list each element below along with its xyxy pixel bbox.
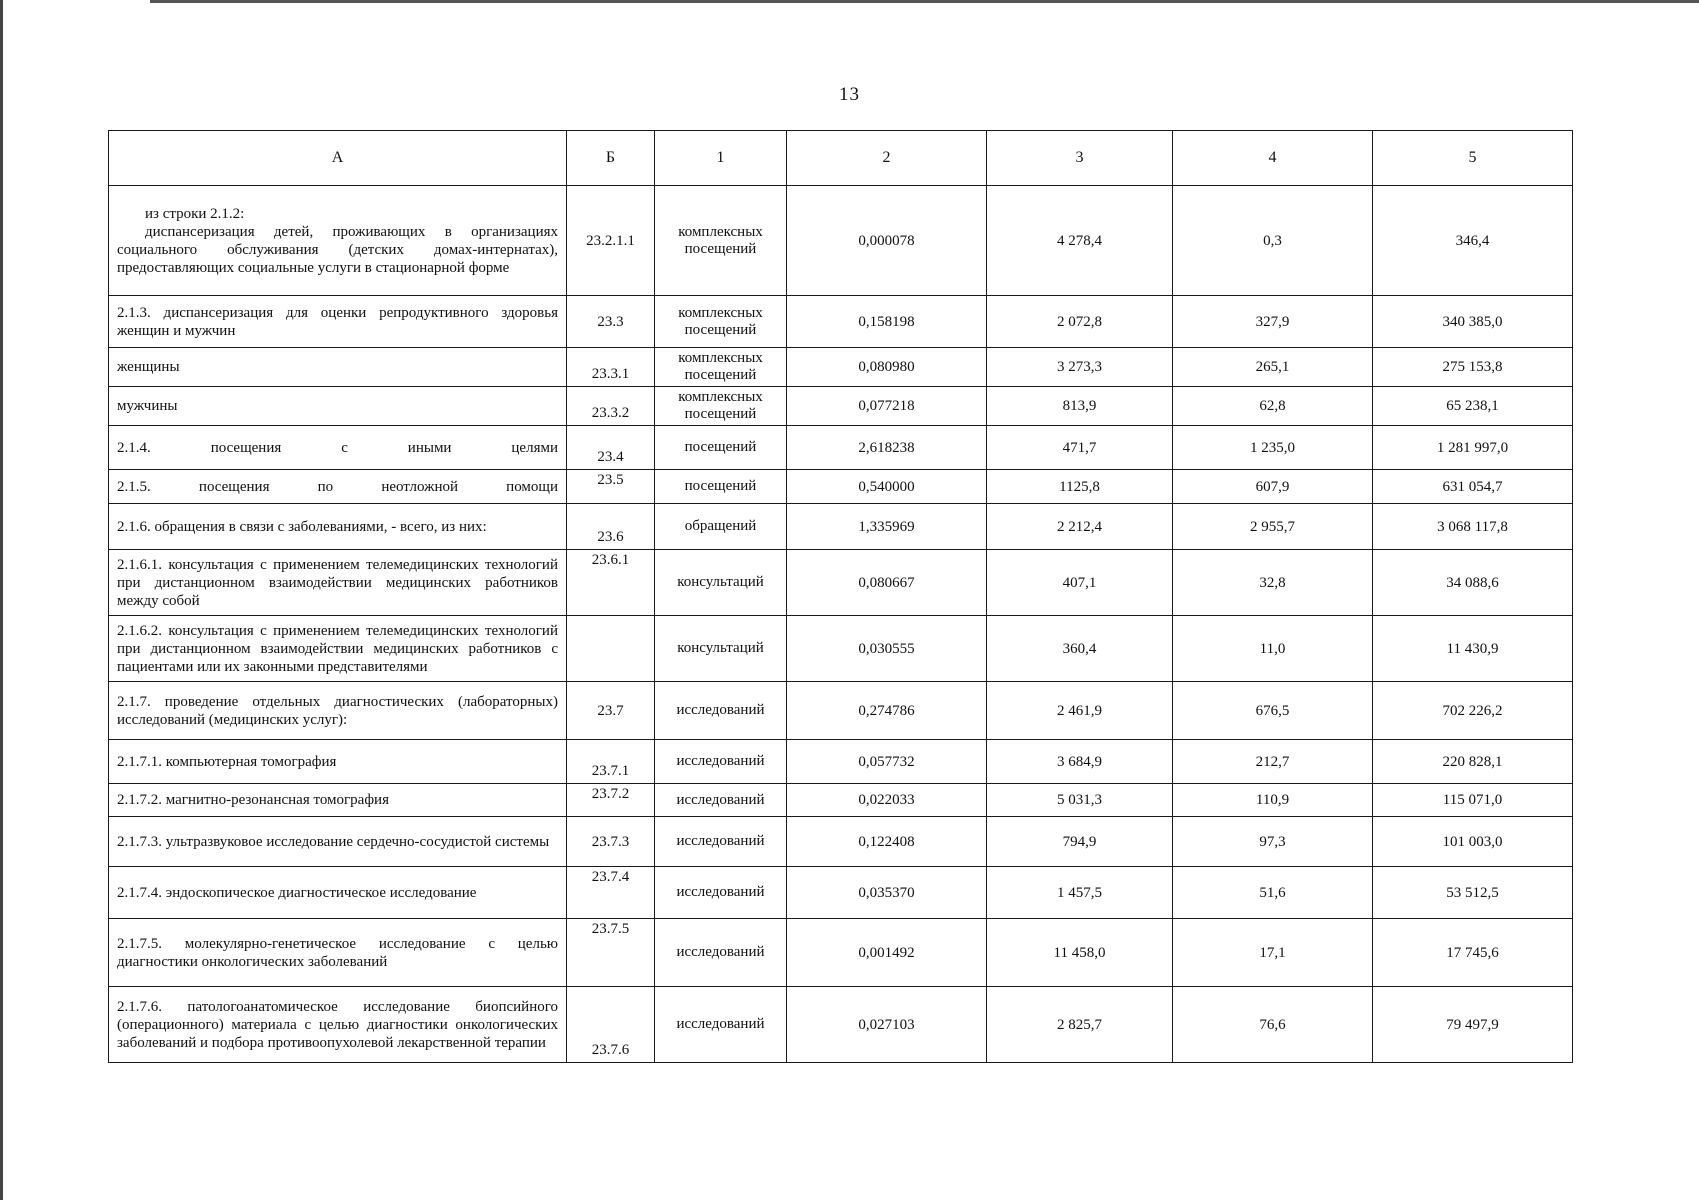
row-value-2: 0,030555 bbox=[787, 616, 987, 682]
row-name: 2.1.4. посещения с иными целями bbox=[109, 426, 567, 470]
row-value-3: 3 684,9 bbox=[987, 740, 1173, 784]
row-value-5: 53 512,5 bbox=[1373, 867, 1573, 919]
row-value-5: 346,4 bbox=[1373, 186, 1573, 296]
table-row bbox=[109, 550, 1573, 616]
row-value-2: 0,080980 bbox=[787, 348, 987, 387]
table-row bbox=[109, 616, 1573, 682]
row-code: 23.4 bbox=[567, 426, 655, 470]
row-value-2: 0,001492 bbox=[787, 919, 987, 987]
column-header-a: А bbox=[109, 131, 567, 186]
row-value-5: 65 238,1 bbox=[1373, 387, 1573, 426]
row-value-2: 0,077218 bbox=[787, 387, 987, 426]
row-value-2: 0,027103 bbox=[787, 987, 987, 1063]
row-code: 23.6 bbox=[567, 504, 655, 550]
column-header-3: 3 bbox=[987, 131, 1173, 186]
row-value-4: 51,6 bbox=[1173, 867, 1373, 919]
row-unit: исследований bbox=[655, 817, 787, 867]
row-value-2: 0,122408 bbox=[787, 817, 987, 867]
row-value-5: 34 088,6 bbox=[1373, 550, 1573, 616]
column-header-4: 4 bbox=[1173, 131, 1373, 186]
row-value-5: 3 068 117,8 bbox=[1373, 504, 1573, 550]
row-code: 23.3.1 bbox=[567, 348, 655, 387]
row-value-3: 11 458,0 bbox=[987, 919, 1173, 987]
row-value-2: 0,080667 bbox=[787, 550, 987, 616]
row-code: 23.7.5 bbox=[567, 919, 655, 987]
row-code: 23.7.4 bbox=[567, 867, 655, 919]
row-value-2: 1,335969 bbox=[787, 504, 987, 550]
table-row bbox=[109, 426, 1573, 470]
row-value-5: 17 745,6 bbox=[1373, 919, 1573, 987]
table-row bbox=[109, 919, 1573, 987]
row-value-3: 407,1 bbox=[987, 550, 1173, 616]
row-name: 2.1.6. обращения в связи с заболеваниями, - всего, из них: bbox=[109, 504, 567, 550]
row-code bbox=[567, 616, 655, 682]
row-code: 23.5 bbox=[567, 470, 655, 504]
row-value-2: 0,540000 bbox=[787, 470, 987, 504]
table-row bbox=[109, 784, 1573, 817]
row-name: 2.1.3. диспансеризация для оценки репродуктивного здоровья женщин и мужчин bbox=[109, 296, 567, 348]
table-row bbox=[109, 186, 1573, 296]
table-row bbox=[109, 348, 1573, 387]
row-value-2: 0,000078 bbox=[787, 186, 987, 296]
row-value-3: 2 825,7 bbox=[987, 987, 1173, 1063]
row-value-5: 631 054,7 bbox=[1373, 470, 1573, 504]
row-value-5: 11 430,9 bbox=[1373, 616, 1573, 682]
column-header-5: 5 bbox=[1373, 131, 1573, 186]
row-value-5: 275 153,8 bbox=[1373, 348, 1573, 387]
row-unit: исследований bbox=[655, 740, 787, 784]
row-value-4: 2 955,7 bbox=[1173, 504, 1373, 550]
table-row bbox=[109, 817, 1573, 867]
row-value-5: 101 003,0 bbox=[1373, 817, 1573, 867]
row-name: 2.1.6.2. консультация с применением телемедицинских технологий при дистанционном взаимодействии медицинских работников с пациентами или их законными представителями bbox=[109, 616, 567, 682]
table-row bbox=[109, 470, 1573, 504]
column-header-2: 2 bbox=[787, 131, 987, 186]
row-value-5: 702 226,2 bbox=[1373, 682, 1573, 740]
row-name-line: из строки 2.1.2: bbox=[145, 205, 245, 222]
row-value-4: 110,9 bbox=[1173, 784, 1373, 817]
row-name: женщины bbox=[109, 348, 567, 387]
row-unit: исследований bbox=[655, 682, 787, 740]
row-name: 2.1.5. посещения по неотложной помощи bbox=[109, 470, 567, 504]
row-value-3: 813,9 bbox=[987, 387, 1173, 426]
table-row bbox=[109, 867, 1573, 919]
table-row bbox=[109, 682, 1573, 740]
row-name: 2.1.7.3. ультразвуковое исследование сердечно-сосудистой системы bbox=[109, 817, 567, 867]
row-value-4: 607,9 bbox=[1173, 470, 1373, 504]
row-value-3: 3 273,3 bbox=[987, 348, 1173, 387]
row-code: 23.7.3 bbox=[567, 817, 655, 867]
table-row bbox=[109, 504, 1573, 550]
row-code: 23.7.6 bbox=[567, 987, 655, 1063]
row-value-4: 76,6 bbox=[1173, 987, 1373, 1063]
row-value-3: 4 278,4 bbox=[987, 186, 1173, 296]
row-unit: исследований bbox=[655, 987, 787, 1063]
row-unit: комплексных посещений bbox=[655, 296, 787, 348]
row-value-3: 1 457,5 bbox=[987, 867, 1173, 919]
data-table bbox=[108, 130, 1573, 1063]
row-value-3: 360,4 bbox=[987, 616, 1173, 682]
row-value-5: 220 828,1 bbox=[1373, 740, 1573, 784]
row-unit: комплексных посещений bbox=[655, 186, 787, 296]
table-row bbox=[109, 387, 1573, 426]
row-code: 23.7 bbox=[567, 682, 655, 740]
row-value-5: 340 385,0 bbox=[1373, 296, 1573, 348]
row-value-3: 471,7 bbox=[987, 426, 1173, 470]
row-value-2: 0,057732 bbox=[787, 740, 987, 784]
row-value-4: 1 235,0 bbox=[1173, 426, 1373, 470]
row-value-4: 32,8 bbox=[1173, 550, 1373, 616]
row-value-3: 2 212,4 bbox=[987, 504, 1173, 550]
row-unit: исследований bbox=[655, 919, 787, 987]
row-code: 23.7.1 bbox=[567, 740, 655, 784]
row-unit: комплексных посещений bbox=[655, 348, 787, 387]
row-unit: исследований bbox=[655, 867, 787, 919]
row-unit: комплексных посещений bbox=[655, 387, 787, 426]
row-value-2: 0,035370 bbox=[787, 867, 987, 919]
row-value-3: 2 461,9 bbox=[987, 682, 1173, 740]
row-unit: консультаций bbox=[655, 550, 787, 616]
row-value-4: 62,8 bbox=[1173, 387, 1373, 426]
row-value-4: 11,0 bbox=[1173, 616, 1373, 682]
row-name: 2.1.7.1. компьютерная томография bbox=[109, 740, 567, 784]
row-code: 23.6.1 bbox=[567, 550, 655, 616]
row-value-5: 115 071,0 bbox=[1373, 784, 1573, 817]
table-row bbox=[109, 740, 1573, 784]
row-unit: посещений bbox=[655, 470, 787, 504]
row-value-4: 265,1 bbox=[1173, 348, 1373, 387]
row-code: 23.3 bbox=[567, 296, 655, 348]
row-value-2: 0,158198 bbox=[787, 296, 987, 348]
row-value-3: 2 072,8 bbox=[987, 296, 1173, 348]
row-value-4: 97,3 bbox=[1173, 817, 1373, 867]
row-name: 2.1.7.4. эндоскопическое диагностическое исследование bbox=[109, 867, 567, 919]
table-row bbox=[109, 987, 1573, 1063]
row-value-4: 212,7 bbox=[1173, 740, 1373, 784]
row-code: 23.7.2 bbox=[567, 784, 655, 817]
row-unit: консультаций bbox=[655, 616, 787, 682]
header-row bbox=[109, 131, 1573, 186]
row-value-3: 794,9 bbox=[987, 817, 1173, 867]
scan-edge-top bbox=[150, 0, 1699, 3]
row-name-line: диспансеризация детей, проживающих в организациях социального обслуживания (детских домах-интернатах), предоставляющих социальные услуги в стационарной форме bbox=[117, 223, 558, 276]
row-name: 2.1.7.2. магнитно-резонансная томография bbox=[109, 784, 567, 817]
row-code: 23.3.2 bbox=[567, 387, 655, 426]
row-value-4: 0,3 bbox=[1173, 186, 1373, 296]
row-value-5: 1 281 997,0 bbox=[1373, 426, 1573, 470]
page-number: 13 bbox=[839, 84, 860, 105]
row-name: 2.1.7.5. молекулярно-генетическое исследование с целью диагностики онкологических заболеваний bbox=[109, 919, 567, 987]
row-unit: обращений bbox=[655, 504, 787, 550]
row-name: 2.1.7. проведение отдельных диагностических (лабораторных) исследований (медицинских услуг): bbox=[109, 682, 567, 740]
column-header-1: 1 bbox=[655, 131, 787, 186]
row-value-4: 327,9 bbox=[1173, 296, 1373, 348]
row-code: 23.2.1.1 bbox=[567, 186, 655, 296]
scan-edge-left bbox=[0, 0, 3, 1200]
row-value-2: 2,618238 bbox=[787, 426, 987, 470]
row-value-4: 676,5 bbox=[1173, 682, 1373, 740]
row-value-2: 0,274786 bbox=[787, 682, 987, 740]
row-value-4: 17,1 bbox=[1173, 919, 1373, 987]
row-value-5: 79 497,9 bbox=[1373, 987, 1573, 1063]
row-name: 2.1.6.1. консультация с применением телемедицинских технологий при дистанционном взаимодействии медицинских работников между собой bbox=[109, 550, 567, 616]
row-name: мужчины bbox=[109, 387, 567, 426]
row-value-3: 1125,8 bbox=[987, 470, 1173, 504]
column-header-b: Б bbox=[567, 131, 655, 186]
row-value-2: 0,022033 bbox=[787, 784, 987, 817]
table-row bbox=[109, 296, 1573, 348]
row-value-3: 5 031,3 bbox=[987, 784, 1173, 817]
row-unit: исследований bbox=[655, 784, 787, 817]
row-name bbox=[109, 186, 567, 296]
row-unit: посещений bbox=[655, 426, 787, 470]
row-name: 2.1.7.6. патологоанатомическое исследование биопсийного (операционного) материала с целью диагностики онкологических заболеваний и подбора противоопухолевой лекарственной терапии bbox=[109, 987, 567, 1063]
